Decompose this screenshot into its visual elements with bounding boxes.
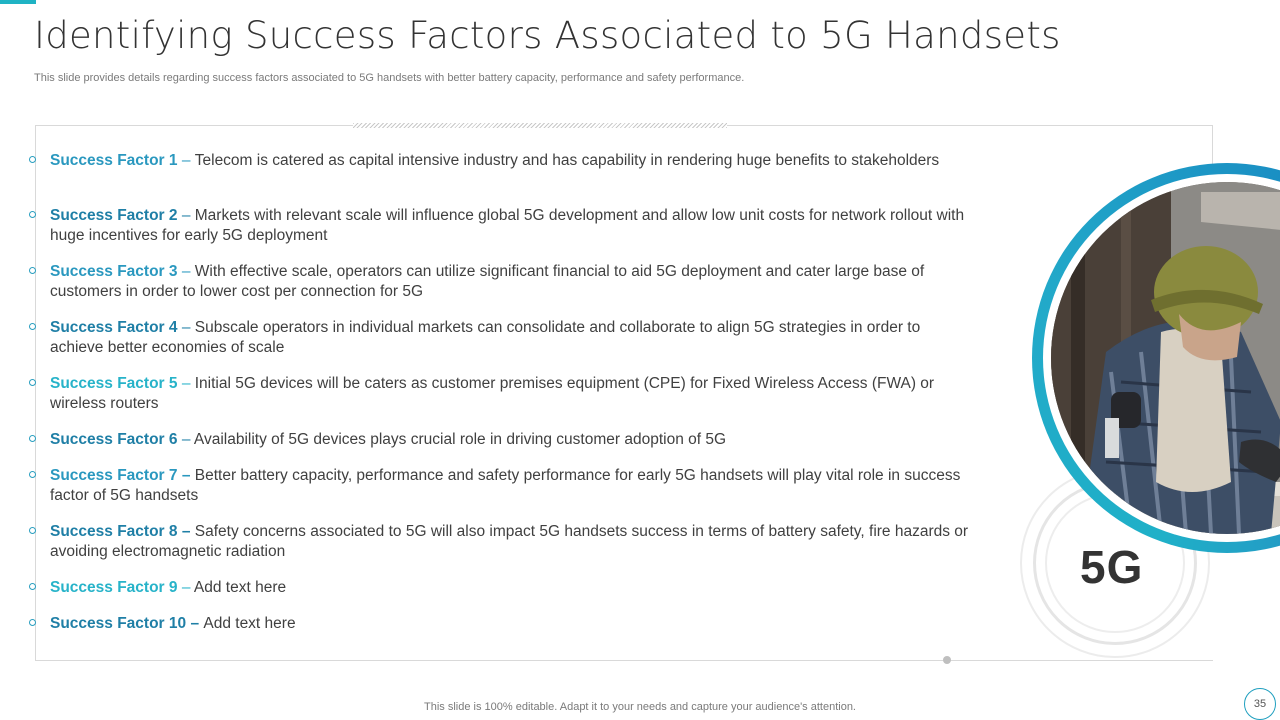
factor-label: Success Factor 9 <box>50 579 178 596</box>
factor-label: Success Factor 10 <box>50 615 187 632</box>
slide-title: Identifying Success Factors Associated to 5G Handsets <box>34 14 1061 57</box>
slide-subtitle: This slide provides details regarding success factors associated to 5G handsets with better battery capacity, performance and safety performance. <box>34 72 745 84</box>
bullet-icon <box>29 379 36 386</box>
success-factor-8 <box>50 522 970 561</box>
bullet-icon <box>29 211 36 218</box>
top-accent-bar <box>0 0 36 4</box>
factor-dash: – <box>186 615 204 632</box>
factor-dash: – <box>177 263 195 280</box>
hatch-decoration <box>353 123 727 128</box>
success-factor-9 <box>50 578 970 598</box>
bullet-icon <box>29 619 36 626</box>
factor-dash: – <box>177 431 194 448</box>
bullet-icon <box>29 323 36 330</box>
factor-text: Safety concerns associated to 5G will also impact 5G handsets success in terms of battery safety, fire hazards or avoiding electromagnetic radiation <box>50 523 969 560</box>
footer-note: This slide is 100% editable. Adapt it to your needs and capture your audience's attention. <box>424 701 856 713</box>
factor-dash: – <box>177 579 194 596</box>
success-factor-5 <box>50 374 970 413</box>
5g-badge-text: 5G <box>1080 541 1144 593</box>
factor-dash: – <box>177 152 195 169</box>
factor-text: Better battery capacity, performance and safety performance for early 5G handsets will play vital role in success factor of 5G handsets <box>50 467 961 504</box>
factor-dash: – <box>177 375 195 392</box>
success-factor-6 <box>50 430 970 450</box>
bullet-icon <box>29 435 36 442</box>
panel-end-dot <box>943 656 951 664</box>
factor-text: Add text here <box>193 579 287 596</box>
factor-text: Availability of 5G devices plays crucial role in driving customer adoption of 5G <box>193 431 727 448</box>
factor-text: Initial 5G devices will be caters as customer premises equipment (CPE) for Fixed Wireless Access (FWA) or wireless routers <box>50 375 935 412</box>
success-factor-3 <box>50 262 970 301</box>
factor-label: Success Factor 1 <box>50 152 178 169</box>
factor-text: Add text here <box>203 615 296 632</box>
factor-label: Success Factor 6 <box>50 431 178 448</box>
bullet-icon <box>29 156 36 163</box>
factor-label: Success Factor 8 <box>50 523 178 540</box>
success-factor-10 <box>50 614 970 634</box>
success-factor-1 <box>50 151 970 171</box>
success-factor-7 <box>50 466 970 505</box>
factor-dash: – <box>177 523 195 540</box>
factor-label: Success Factor 5 <box>50 375 178 392</box>
factor-label: Success Factor 4 <box>50 319 178 336</box>
success-factor-4 <box>50 318 970 357</box>
bullet-icon <box>29 583 36 590</box>
success-factor-2 <box>50 206 970 245</box>
factor-text: Subscale operators in individual markets can consolidate and collaborate to align 5G strategies in order to achieve better economies of scale <box>50 319 921 356</box>
bullet-icon <box>29 471 36 478</box>
factor-dash: – <box>177 467 195 484</box>
factor-dash: – <box>177 207 195 224</box>
panel-edge <box>1212 125 1213 165</box>
page-number: 35 <box>1244 688 1276 720</box>
factor-text: Markets with relevant scale will influence global 5G development and allow low unit costs for network rollout with huge incentives for early 5G deployment <box>50 207 965 244</box>
factor-label: Success Factor 7 <box>50 467 178 484</box>
factor-text: Telecom is catered as capital intensive industry and has capability in rendering huge benefits to stakeholders <box>194 152 940 169</box>
bullet-icon <box>29 267 36 274</box>
factor-label: Success Factor 2 <box>50 207 178 224</box>
factor-text: With effective scale, operators can utilize significant financial to aid 5G deployment and cater large base of customers in order to lower cost per connection for 5G <box>50 263 925 300</box>
bullet-icon <box>29 527 36 534</box>
factor-dash: – <box>177 319 195 336</box>
factor-label: Success Factor 3 <box>50 263 178 280</box>
